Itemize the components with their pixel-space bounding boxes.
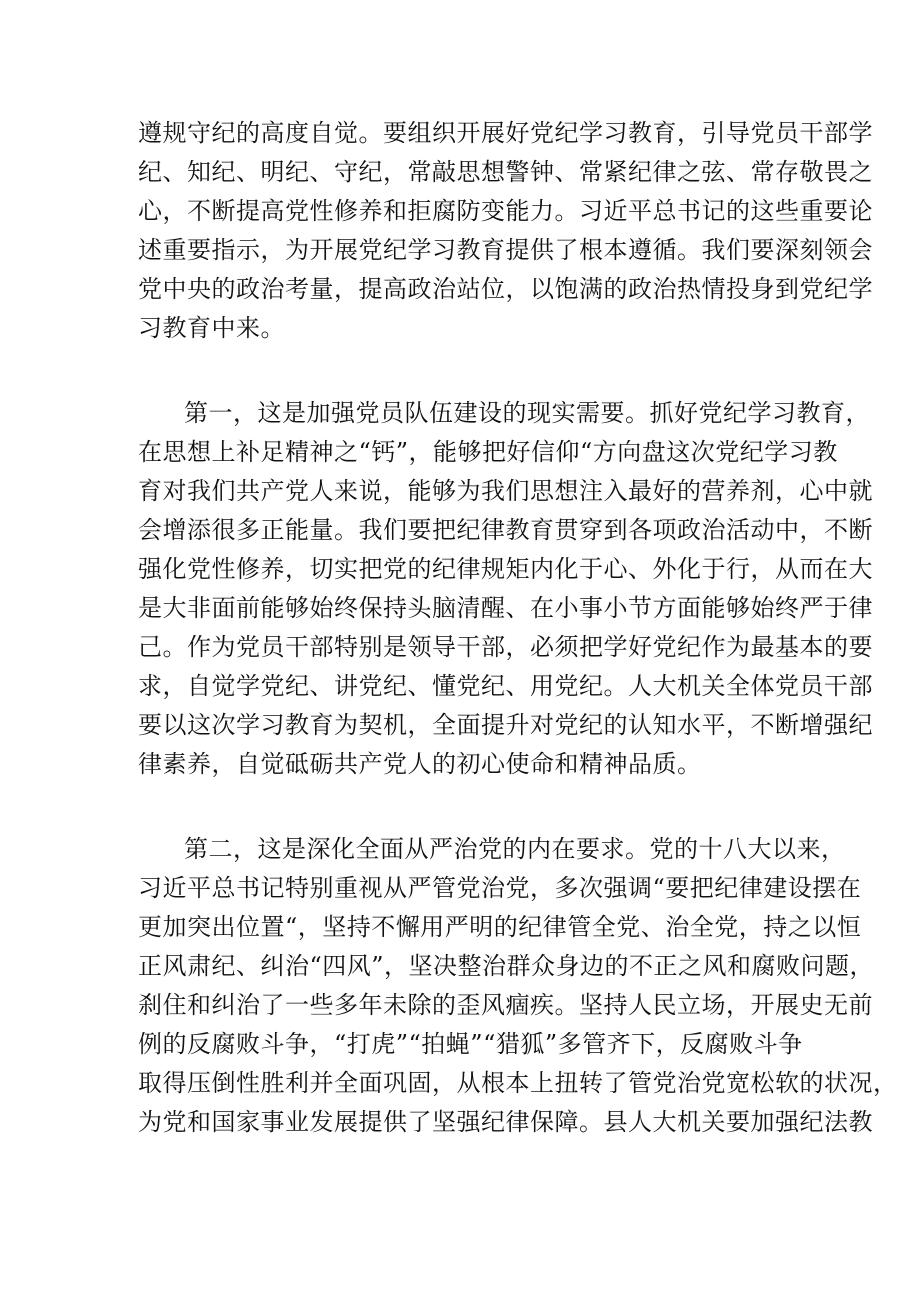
text-line: 会增添很多正能量。我们要把纪律教育贯穿到各项政治活动中，不断: [138, 516, 873, 544]
text-line: 遵规守纪的高度自觉。要组织开展好党纪学习教育，引导党员干部学: [138, 119, 873, 147]
text-line: 第二，这是深化全面从严治党的内在要求。党的十八大以来，: [184, 835, 846, 863]
text-line: 心，不断提高党性修养和拒腐防变能力。习近平总书记的这些重要论: [138, 197, 873, 225]
text-line: 在思想上补足精神之“钙”，能够把好信仰“方向盘这次党纪学习教: [138, 438, 838, 466]
text-line: 习教育中来。: [138, 314, 285, 342]
text-line: 第一，这是加强党员队伍建设的现实需要。抓好党纪学习教育，: [184, 399, 870, 427]
document-body: [138, 114, 898, 1142]
text-line: 例的反腐败斗争，“打虎”“拍蝇”“猎狐”多管齐下，反腐败斗争: [138, 1030, 803, 1058]
paragraph-spacer: [138, 348, 786, 394]
text-line: 律素养，自觉砥砺共产党人的初心使命和精神品质。: [138, 750, 702, 778]
text-line: 强化党性修养，切实把党的纪律规矩内化于心、外化于行，从而在大: [138, 555, 873, 583]
text-line: 取得压倒性胜利并全面巩固，从根本上扭转了管党治党宽松软的状况，: [138, 1069, 898, 1097]
text-line: 纪、知纪、明纪、守纪，常敲思想警钟、常紧纪律之弦、常存敬畏之: [138, 158, 873, 186]
text-line: 己。作为党员干部特别是领导干部，必须把学好党纪作为最基本的要: [138, 633, 873, 661]
text-line: 述重要指示，为开展党纪学习教育提供了根本遵循。我们要深刻领会: [138, 236, 873, 264]
text-line: 是大非面前能够始终保持头脑清醒、在小事小节方面能够始终严于律: [138, 594, 873, 622]
text-line: 要以这次学习教育为契机，全面提升对党纪的认知水平，不断增强纪: [138, 711, 873, 739]
text-line: 更加突出位置“，坚持不懈用严明的纪律管全党、治全党，持之以恒: [138, 913, 862, 941]
text-line: 正风肃纪、纠治“四风”，坚决整治群众身边的不正之风和腐败问题，: [138, 952, 875, 980]
text-line: 为党和国家事业发展提供了坚强纪律保障。县人大机关要加强纪法教: [138, 1108, 873, 1136]
text-line: 党中央的政治考量，提高政治站位，以饱满的政治热情投身到党纪学: [138, 275, 873, 303]
text-line: 习近平总书记特别重视从严管党治党，多次强调“要把纪律建设摆在: [138, 874, 862, 902]
paragraph-1: [138, 114, 873, 348]
text-line: 求，自觉学党纪、讲党纪、懂党纪、用党纪。人大机关全体党员干部: [138, 672, 873, 700]
paragraph-spacer: [138, 784, 786, 830]
paragraph-2: [138, 394, 873, 784]
text-line: 刹住和纠治了一些多年未除的歪风痼疾。坚持人民立场，开展史无前: [138, 991, 873, 1019]
text-line: 育对我们共产党人来说，能够为我们思想注入最好的营养剂，心中就: [138, 477, 873, 505]
paragraph-3: [138, 830, 898, 1142]
